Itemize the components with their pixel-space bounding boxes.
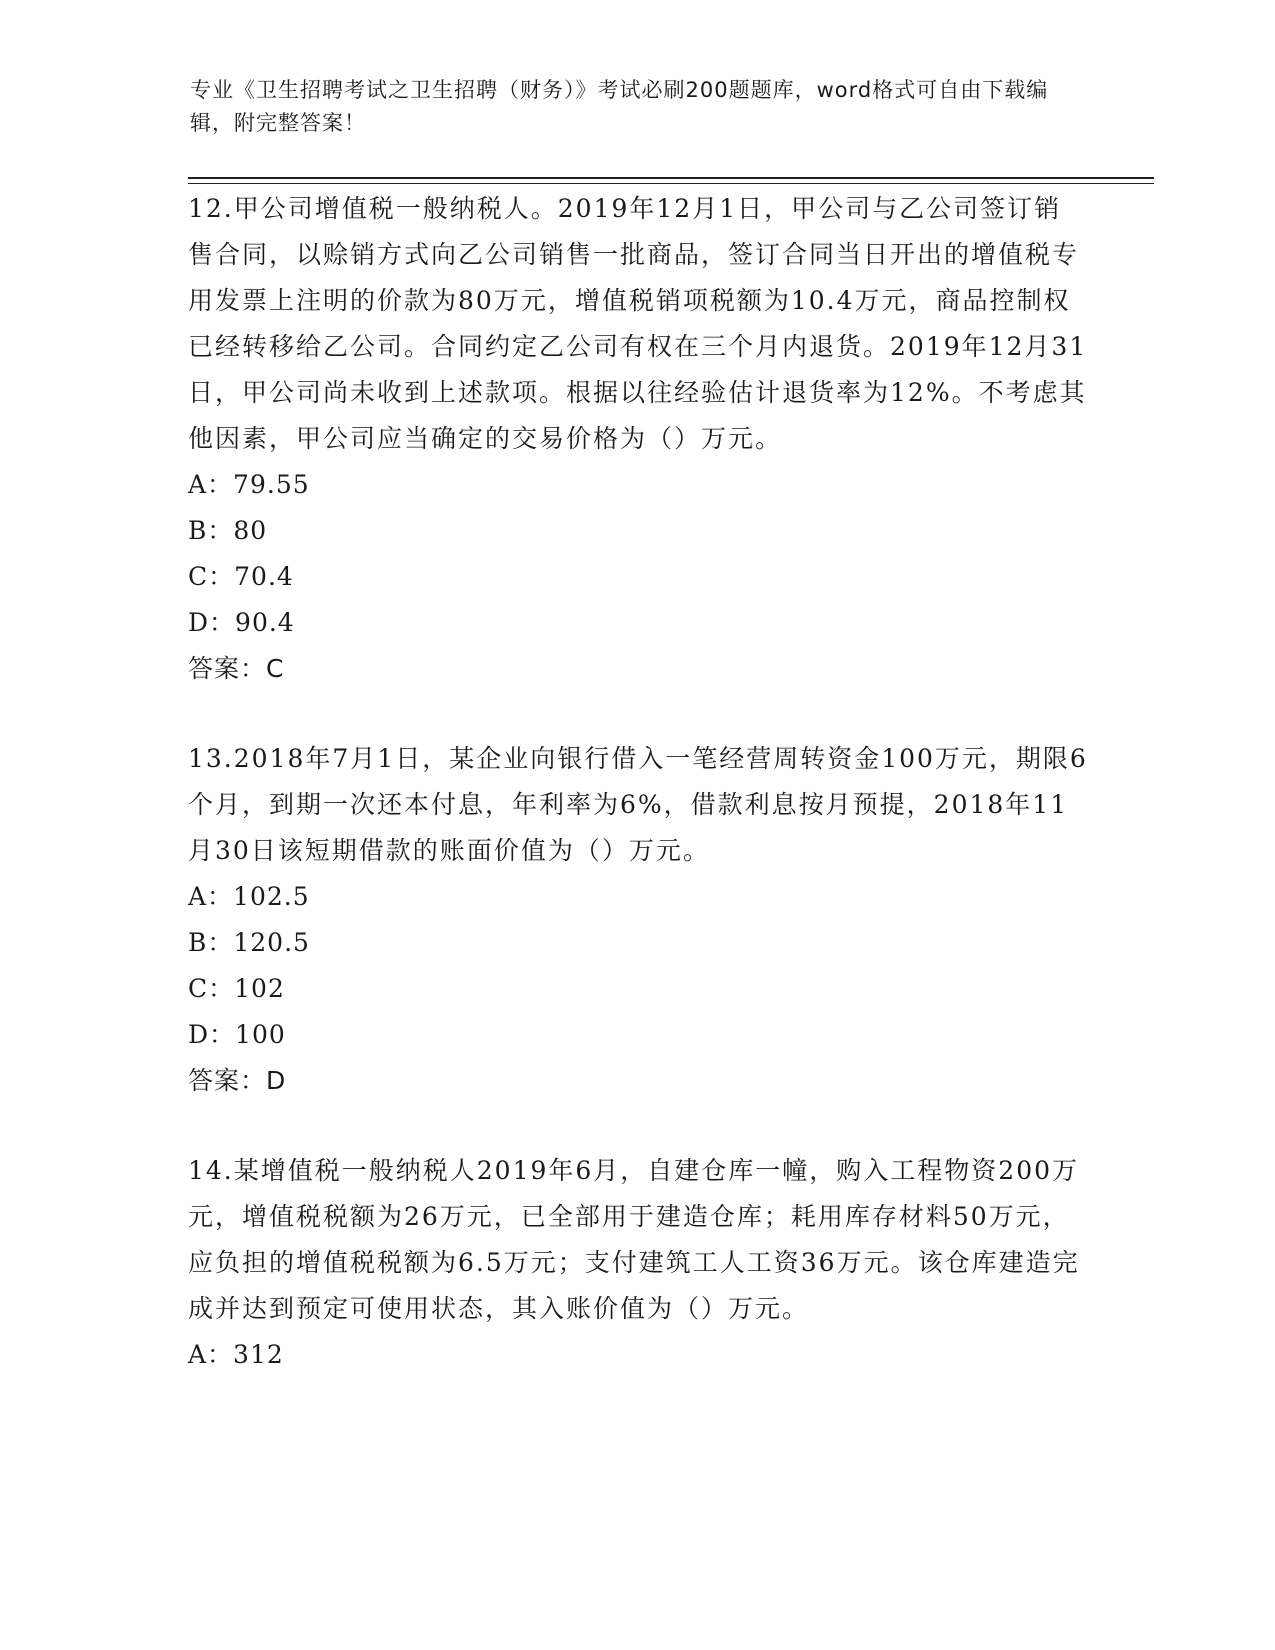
question-stem: 12.甲公司增值税一般纳税人。2019年12月1日，甲公司与乙公司签订销售合同，以赊销方式向乙公司销售一批商品，签订合同当日开出的增值税专用发票上注明的价款为80万元，增值税销项税额为10.4万元，商品控制权已经转移给乙公司。合同约定乙公司有权在三个月内退货。2019年12月31日，甲公司尚未收到上述款项。根据以往经验估计退货率为12%。不考虑其他因素，甲公司应当确定的交易价格为（）万元。 — [188, 194, 1088, 453]
option-a: A：102.5 — [188, 882, 310, 911]
header-divider-thick — [188, 177, 1154, 179]
question-stem: 14.某增值税一般纳税人2019年6月，自建仓库一幢，购入工程物资200万元，增值税税额为26万元，已全部用于建造仓库；耗用库存材料50万元，应负担的增值税税额为6.5万元；支付建筑工人工资36万元。该仓库建造完成并达到预定可使用状态，其入账价值为（）万元。 — [188, 1156, 1080, 1323]
answer-line: 答案：D — [188, 1066, 287, 1095]
option-d: D：90.4 — [188, 608, 295, 637]
question-stem: 13.2018年7月1日，某企业向银行借入一笔经营周转资金100万元，期限6个月，到期一次还本付息，年利率为6%，借款利息按月预提，2018年11月30日该短期借款的账面价值为（）万元。 — [188, 744, 1088, 865]
option-b: B：120.5 — [188, 928, 310, 957]
option-b: B：80 — [188, 516, 268, 545]
option-a: A：79.55 — [188, 470, 310, 499]
question-13 — [188, 736, 1088, 1104]
answer-line: 答案：C — [188, 654, 285, 683]
document-header: 专业《卫生招聘考试之卫生招聘（财务）》考试必刷200题题库，word格式可自由下载编辑，附完整答案！ — [190, 78, 1049, 135]
question-12 — [188, 186, 1088, 692]
question-14 — [188, 1148, 1088, 1378]
option-d: D：100 — [188, 1020, 286, 1049]
option-c: C：102 — [188, 974, 285, 1003]
question-list — [188, 186, 1088, 1422]
option-a: A：312 — [188, 1340, 284, 1369]
option-c: C：70.4 — [188, 562, 294, 591]
header-divider-thin — [188, 183, 1154, 184]
